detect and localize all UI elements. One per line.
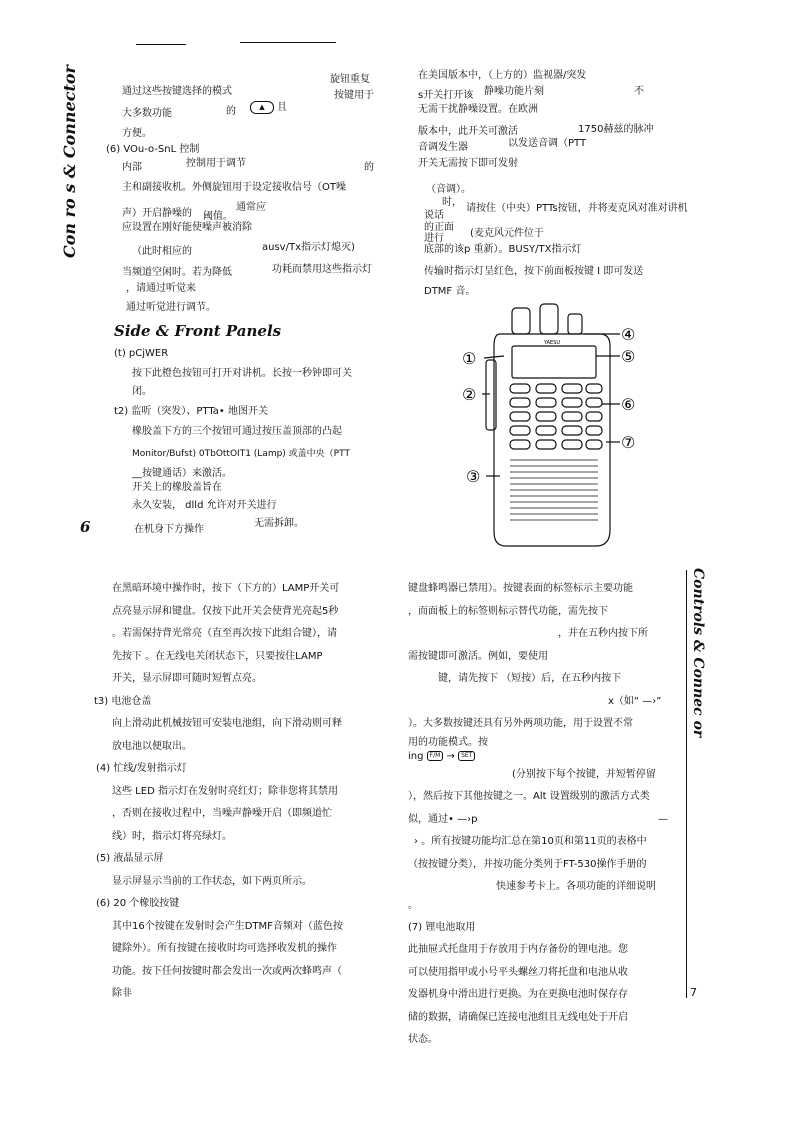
ll-p3-line: 放电池以便取出。 (112, 740, 192, 752)
lr-p1-line: x（如“ —›” (608, 695, 662, 707)
sf-s2-line5: 永久安装， dlld 允许对开关进行 (132, 500, 277, 511)
ur-line4b: 1750赫兹的脉冲 (578, 124, 654, 135)
callout-3: ③ (466, 467, 481, 486)
ll-h4: (4) 忙线/发射指示灯 (96, 763, 187, 774)
ll-p4-line: 线）时，指示灯将亮绿灯。 (112, 830, 232, 842)
knob-center (540, 304, 558, 334)
ur-line9c: (麦克风元件位于 (470, 228, 544, 239)
callout-7: ⑦ (621, 433, 636, 452)
callout-5: ⑤ (621, 347, 636, 366)
ur-line10: 底部的该p 重新）。BUSY/TX指示灯 (424, 244, 582, 255)
right-margin-rule (686, 570, 687, 998)
ll-p1-line: 先按下 。在无线电关闭状态下，只要按住LAMP (112, 650, 323, 662)
lr-frag: 似，通过• —›p (408, 813, 478, 825)
lr-p1-line: （按按键分类），并按功能分类列于FT-530操作手册的 (408, 858, 647, 870)
ul-line6c: 的 (364, 162, 374, 173)
lr-p1-line: › 。所有按键功能均汇总在第10页和第11页的表格中 (414, 836, 647, 847)
page-number-right: 7 (690, 986, 697, 999)
ll-p4-line: ，否则在接收过程中，当噪声静噪开启（即频道忙 (112, 808, 332, 819)
sf-s2-line1: 橡胶盖下方的三个按钮可通过按压盖顶部的凸起 (132, 426, 342, 437)
lr-ing: ing (408, 750, 424, 762)
ll-p5-line: 显示屏显示当前的工作状态，如下两页所示。 (112, 875, 312, 887)
ul-line4: 方便。 (122, 128, 152, 139)
ul-line3c: 且 (277, 102, 287, 113)
ll-p3-line: 向上滑动此机械按钮可安装电池组，向下滑动则可释 (112, 718, 342, 729)
ll-p1-line: 开关，显示屏即可随时短暂点亮。 (112, 673, 262, 684)
ur-line9b: 进行 (424, 233, 444, 244)
ll-p6-line: 功能。按下任何按键时都会发出一次或两次蜂鸣声（ (112, 965, 342, 977)
lr-p7-line: 状态。 (408, 1034, 438, 1045)
lr-p1-line: 。 (408, 899, 418, 911)
set-key-icon: SET (458, 751, 475, 761)
speaker-grille (510, 460, 598, 520)
sf-s2-line6a: 在机身下方操作 (134, 524, 204, 535)
lr-h7: (7) 锂电池取用 (408, 921, 476, 933)
ll-p6-line: 除非 (112, 988, 132, 999)
top-rule-right (240, 42, 336, 43)
ul-line8b: 阈值。 (203, 211, 233, 222)
side-front-heading: Side & Front Panels (114, 322, 282, 340)
ul-line11a: 当频道空闲时。若为降低 (122, 267, 232, 278)
ul-line2: 按键用于 (334, 90, 374, 101)
ul-line7: 主和副接收机。外侧旋钮用于设定接收信号（OT噪 (122, 182, 346, 193)
lr-p1-line: ，并在五秒内按下所 (558, 628, 648, 639)
ul-line1a: 通过这些按键选择的模式 (122, 86, 232, 97)
ul-line5: (6) VOu-o-SnL 控制 (106, 144, 200, 155)
sf-s1-line1: 按下此橙色按钮可打开对讲机。长按一秒钟即可关 (132, 368, 352, 379)
ul-line8a: 声）开启静噪的 (122, 208, 192, 219)
ll-p6-line: 键除外）。所有按键在接收时均可选择收发机的操作 (112, 943, 337, 954)
callout-2: ② (462, 385, 477, 404)
ll-p1-line: 在黑暗环境中操作时，按下（下方的）LAMP开关可 (112, 583, 340, 594)
page-number-left: 6 (80, 518, 91, 536)
ur-line9a: 的正面 (424, 222, 454, 233)
ur-line2b: 静噪功能片刻 (484, 86, 544, 97)
ll-h3: t3) 电池仓盖 (94, 695, 152, 707)
lr-p1-line: 键，请先按下 （短按）后，在五秒内按下 (438, 673, 622, 684)
sf-s1-line2: 闭。 (132, 386, 152, 397)
sf-s2-line4: 开关上的橡胶盖旨在 (132, 482, 222, 493)
ur-line8b: 说话 (424, 210, 444, 221)
ll-p1-line: 。若需保持背光常亮（直至再次按下此组合键），请 (112, 628, 337, 639)
ul-line6a: 内部 (122, 162, 142, 173)
knob-left (512, 308, 530, 334)
lr-p1-line: 用的功能模式。按 (408, 736, 488, 748)
ur-line5a: 音调发生器 (418, 142, 468, 153)
ur-line8a: 时， (442, 197, 462, 208)
lr-p1-line: ）。大多数按键还具有另外两项功能，用于设置不常 (408, 718, 633, 729)
sf-s2-title: t2) 监听（突发）、PTTa• 地图开关 (114, 406, 268, 417)
ul-key-oval (247, 101, 277, 114)
ul-line3a: 大多数功能 (122, 108, 172, 119)
ul-line8c: 通常应 (236, 202, 266, 213)
lr-p7-line: 此抽屉式托盘用于存放用于内存备份的锂电池。您 (408, 944, 628, 955)
ul-line1b: 旋钮重复 (330, 74, 370, 85)
lr-p1-line (408, 809, 678, 832)
lr-p1-line: 键盘蜂鸣器已禁用）。按键表面的标签标示主要功能 (408, 583, 633, 594)
top-rule-left (136, 44, 186, 45)
ll-p1-line: 点亮显示屏和键盘。仅按下此开关会使背光亮起5秒 (112, 605, 339, 617)
sf-s2-line6b: 无需拆卸。 (254, 518, 304, 529)
ul-line12: ，请通过听觉来 (126, 283, 196, 294)
knob-right (568, 314, 582, 334)
radio-brand: YAESU (543, 340, 561, 346)
ur-line1: 在美国版本中，（上方的）监视器/突发 (418, 70, 587, 81)
lower-right-column (408, 578, 678, 1052)
sf-s1-title: (t) pCjWER (114, 348, 169, 359)
lr-p1-line: ），然后按下其他按键之一。Alt 设置级别的激活方式类 (408, 791, 650, 802)
fm-key-icon: F/M (427, 751, 444, 761)
callout-1: ① (462, 349, 477, 368)
lr-dash: — (658, 813, 668, 825)
sf-s2-line2: Monitor/Bufst) 0TbOttOIT1 (Lamp) 或盖中央（PTT (132, 449, 350, 459)
ul-line11b: 功耗而禁用这些指示灯 (272, 264, 372, 275)
ll-p4-line: 这些 LED 指示灯在发射时亮红灯；除非您将其禁用 (112, 785, 338, 797)
ul-line10a: （此时相应的 (132, 246, 192, 257)
ul-line3b: 的 (226, 106, 236, 117)
lr-keyseq-line (408, 750, 678, 764)
lr-p1-line: 快速参考卡上。各项功能的详细说明 (496, 881, 656, 892)
ur-line8c: 请按住（中央）PTTs按钮，并将麦克风对准对讲机 (466, 203, 688, 214)
lr-p1-line: ，而面板上的标签则标示替代功能，需先按下 (408, 605, 608, 617)
ur-line2c: 不 (634, 86, 644, 97)
lower-left-column (94, 578, 380, 1006)
ul-line13: 通过听觉进行调节。 (126, 302, 216, 313)
lr-p7-line: 可以使用指甲或小号平头螺丝刀将托盘和电池从收 (408, 966, 628, 978)
ur-line7: （音调）。 (426, 184, 471, 195)
radio-figure (460, 300, 650, 560)
lcd-display (512, 346, 596, 378)
ur-line11: 传输时指示灯呈红色，按下前面板按键 I 即可发送 (424, 266, 644, 277)
lr-p1-line: 需按键即可激活。例如，要使用 (408, 650, 548, 662)
callout-4: ④ (621, 325, 636, 344)
keypad (510, 384, 602, 449)
ur-line6: 开关无需按下即可发射 (418, 158, 518, 169)
ur-line5b: 以发送音调（PTT (508, 138, 587, 149)
arrow-icon: → (446, 750, 455, 762)
callout-6: ⑥ (621, 395, 636, 414)
lr-p7-line: 发器机身中滑出进行更换。为在更换电池时保存存 (408, 989, 628, 1000)
ur-line12: DTMF 音。 (424, 286, 476, 297)
ll-h5: (5) 液晶显示屏 (96, 853, 164, 864)
ur-line4a: 版本中，此开关可激活 (418, 126, 518, 137)
ul-line9: 应设置在刚好能使噪声被消除 (122, 222, 252, 233)
sf-s2-line3: __按键通话）来激活。 (132, 468, 232, 479)
ur-line2a: s开关打开该 (418, 90, 474, 101)
ur-line3: 无需干扰静噪设置。在欧洲 (418, 104, 538, 115)
ul-line6b: 控制用于调节 (186, 158, 246, 169)
ll-h6: (6) 20 个橡胶按键 (96, 898, 180, 909)
lr-p7-line: 储的数据，请确保已连接电池组且无线电处于开启 (408, 1011, 628, 1023)
ul-line10b: ausv/Tx指示灯熄灭) (262, 242, 355, 253)
left-side-label: Con ro s & Connector (60, 65, 79, 258)
right-side-label: Controls & Connec or (690, 568, 706, 738)
triangle-key-icon: ▲ (250, 101, 274, 114)
ll-p6-line: 其中16个按键在发射时会产生DTMF音频对（蓝色按 (112, 920, 343, 932)
lr-p1-line: (分别按下每个按键，并短暂停留 (512, 768, 656, 780)
